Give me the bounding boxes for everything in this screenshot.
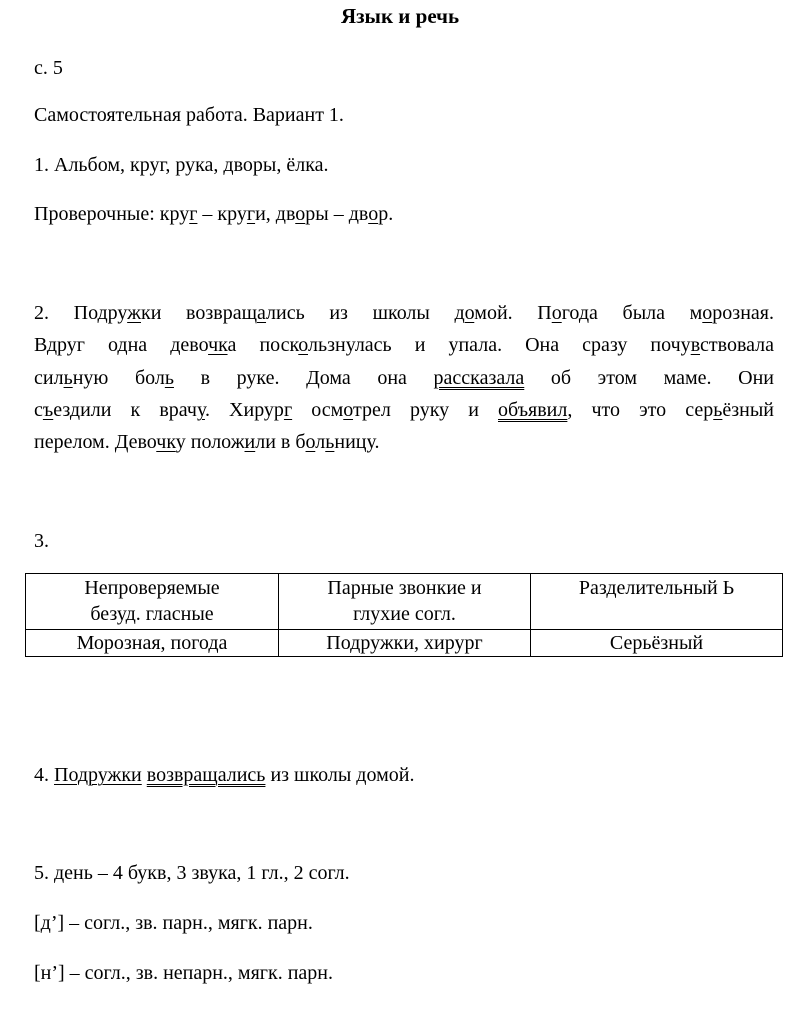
task2-line-2: Вдруг одна девочка поскользнулась и упала. Она сразу почувствовала xyxy=(34,334,775,357)
page-reference: с. 5 xyxy=(34,57,63,79)
task5-line-2: [д’] – согл., зв. парн., мягк. парн. xyxy=(34,912,313,934)
table-cell: Серьёзный xyxy=(531,630,783,657)
table-cell: Морозная, погода xyxy=(26,630,279,657)
table-cell: Подружки, хирург xyxy=(279,630,531,657)
table-header-row xyxy=(26,574,783,630)
predicate-word: возвращались xyxy=(146,764,266,786)
table-row xyxy=(26,630,783,657)
task1-check-words: Проверочные: круг – круги, дворы – двор. xyxy=(34,203,394,225)
task5-line-1: 5. день – 4 букв, 3 звука, 1 гл., 2 согл. xyxy=(34,862,350,884)
work-heading: Самостоятельная работа. Вариант 1. xyxy=(34,104,344,126)
subject-word: Подружки xyxy=(54,764,142,786)
task5-line-3: [н’] – согл., зв. непарн., мягк. парн. xyxy=(34,962,333,984)
task1-words: 1. Альбом, круг, рука, дворы, ёлка. xyxy=(34,154,329,176)
task3-table xyxy=(25,573,783,657)
task4-sentence: 4. Подружки возвращались из школы домой. xyxy=(34,764,415,786)
task2-line-3: сильную боль в руке. Дома она рассказала об этом маме. Они xyxy=(34,366,774,389)
table-header-cell: Парные звонкие и глухие согл. xyxy=(279,574,531,630)
table-header-cell: Непроверяемые безуд. гласные xyxy=(26,574,279,630)
task3-label: 3. xyxy=(34,530,49,552)
task2-line-5: перелом. Девочку положили в больницу. xyxy=(34,431,380,454)
task2-line-4: съездили к врачу. Хирург осмотрел руку и объявил, что это серьёзный xyxy=(34,398,774,421)
page-title: Язык и речь xyxy=(340,4,460,28)
task2-line-1: 2. Подружки возвращались из школы домой. Погода была морозная. xyxy=(34,302,774,324)
table-header-cell: Разделительный Ь xyxy=(531,574,783,630)
task2-paragraph xyxy=(34,297,774,458)
